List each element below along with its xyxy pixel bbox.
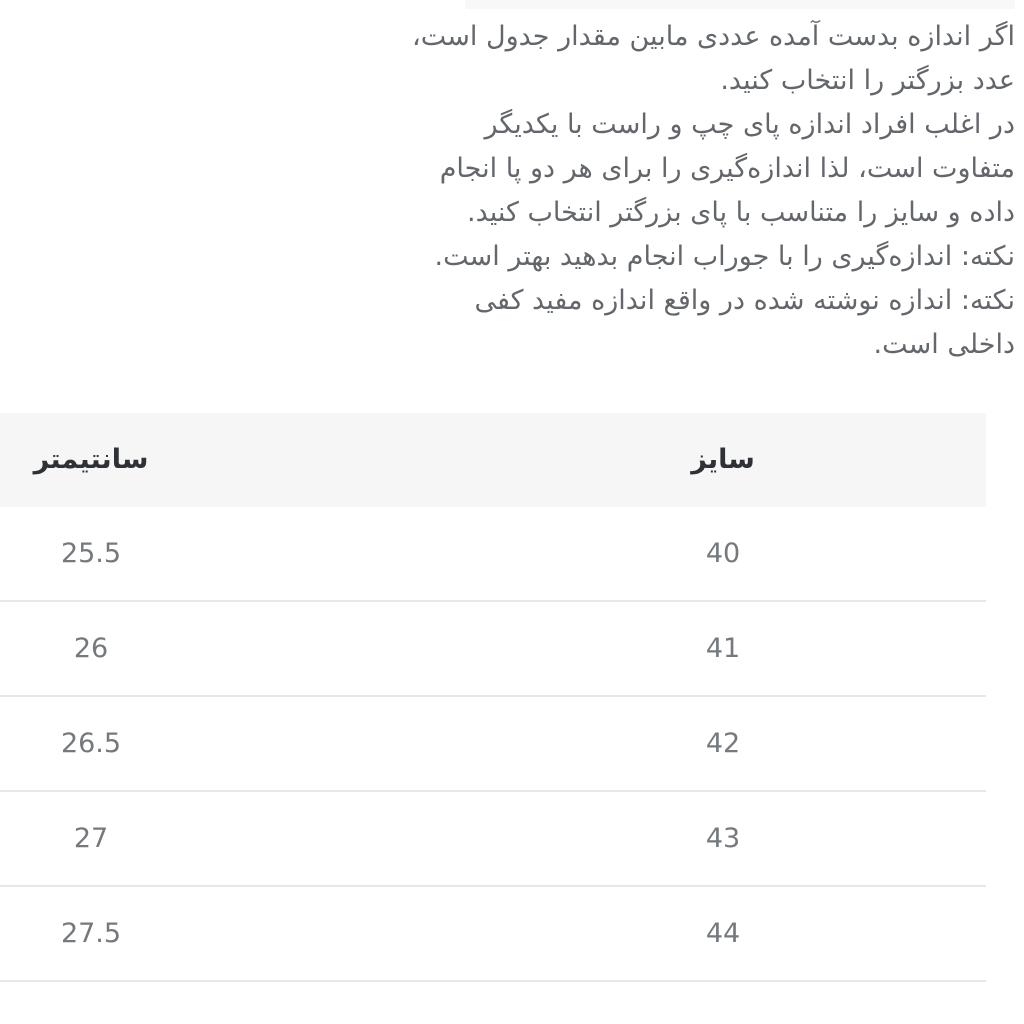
- cm-cell: 25.5: [60, 538, 122, 569]
- table-row: [0, 697, 986, 792]
- table-row: [0, 792, 986, 887]
- table-row: [0, 602, 986, 697]
- size-chart-table: [0, 413, 986, 982]
- guide-line: در اغلب افراد اندازه پای چپ و راست با یکدیگر: [484, 109, 1015, 140]
- size-cell: 44: [705, 918, 741, 949]
- size-cell: 43: [705, 823, 741, 854]
- cm-cell: 27.5: [60, 918, 122, 949]
- guide-line: نکته: اندازه‌گیری را با جوراب انجام بدهید بهتر است.: [434, 241, 1015, 272]
- cm-cell: 26: [73, 633, 109, 664]
- guide-line: نکته: اندازه نوشته شده در واقع اندازه مفید کفی: [474, 285, 1015, 316]
- table-row: [0, 507, 986, 602]
- table-row: [0, 887, 986, 982]
- guide-line: اگر اندازه بدست آمده عددی مابین مقدار جدول است،: [412, 21, 1015, 52]
- size-cell: 41: [705, 633, 741, 664]
- cropped-top-element: [465, 0, 1015, 9]
- cm-cell: 26.5: [60, 728, 122, 759]
- cm-cell: 27: [73, 823, 109, 854]
- size-cell: 40: [705, 538, 741, 569]
- guide-line: داخلی است.: [873, 329, 1015, 360]
- guide-line: داده و سایز را متناسب با پای بزرگتر انتخاب کنید.: [466, 197, 1015, 228]
- size-column-header: سایز: [691, 444, 755, 475]
- cm-column-header: سانتیمتر: [33, 444, 149, 475]
- size-chart-header-row: [0, 413, 986, 507]
- guide-line: متفاوت است، لذا اندازه‌گیری را برای هر دو پا انجام: [439, 153, 1015, 184]
- size-cell: 42: [705, 728, 741, 759]
- sizing-guide-text: [412, 15, 1015, 367]
- guide-line: عدد بزرگتر را انتخاب کنید.: [720, 65, 1015, 96]
